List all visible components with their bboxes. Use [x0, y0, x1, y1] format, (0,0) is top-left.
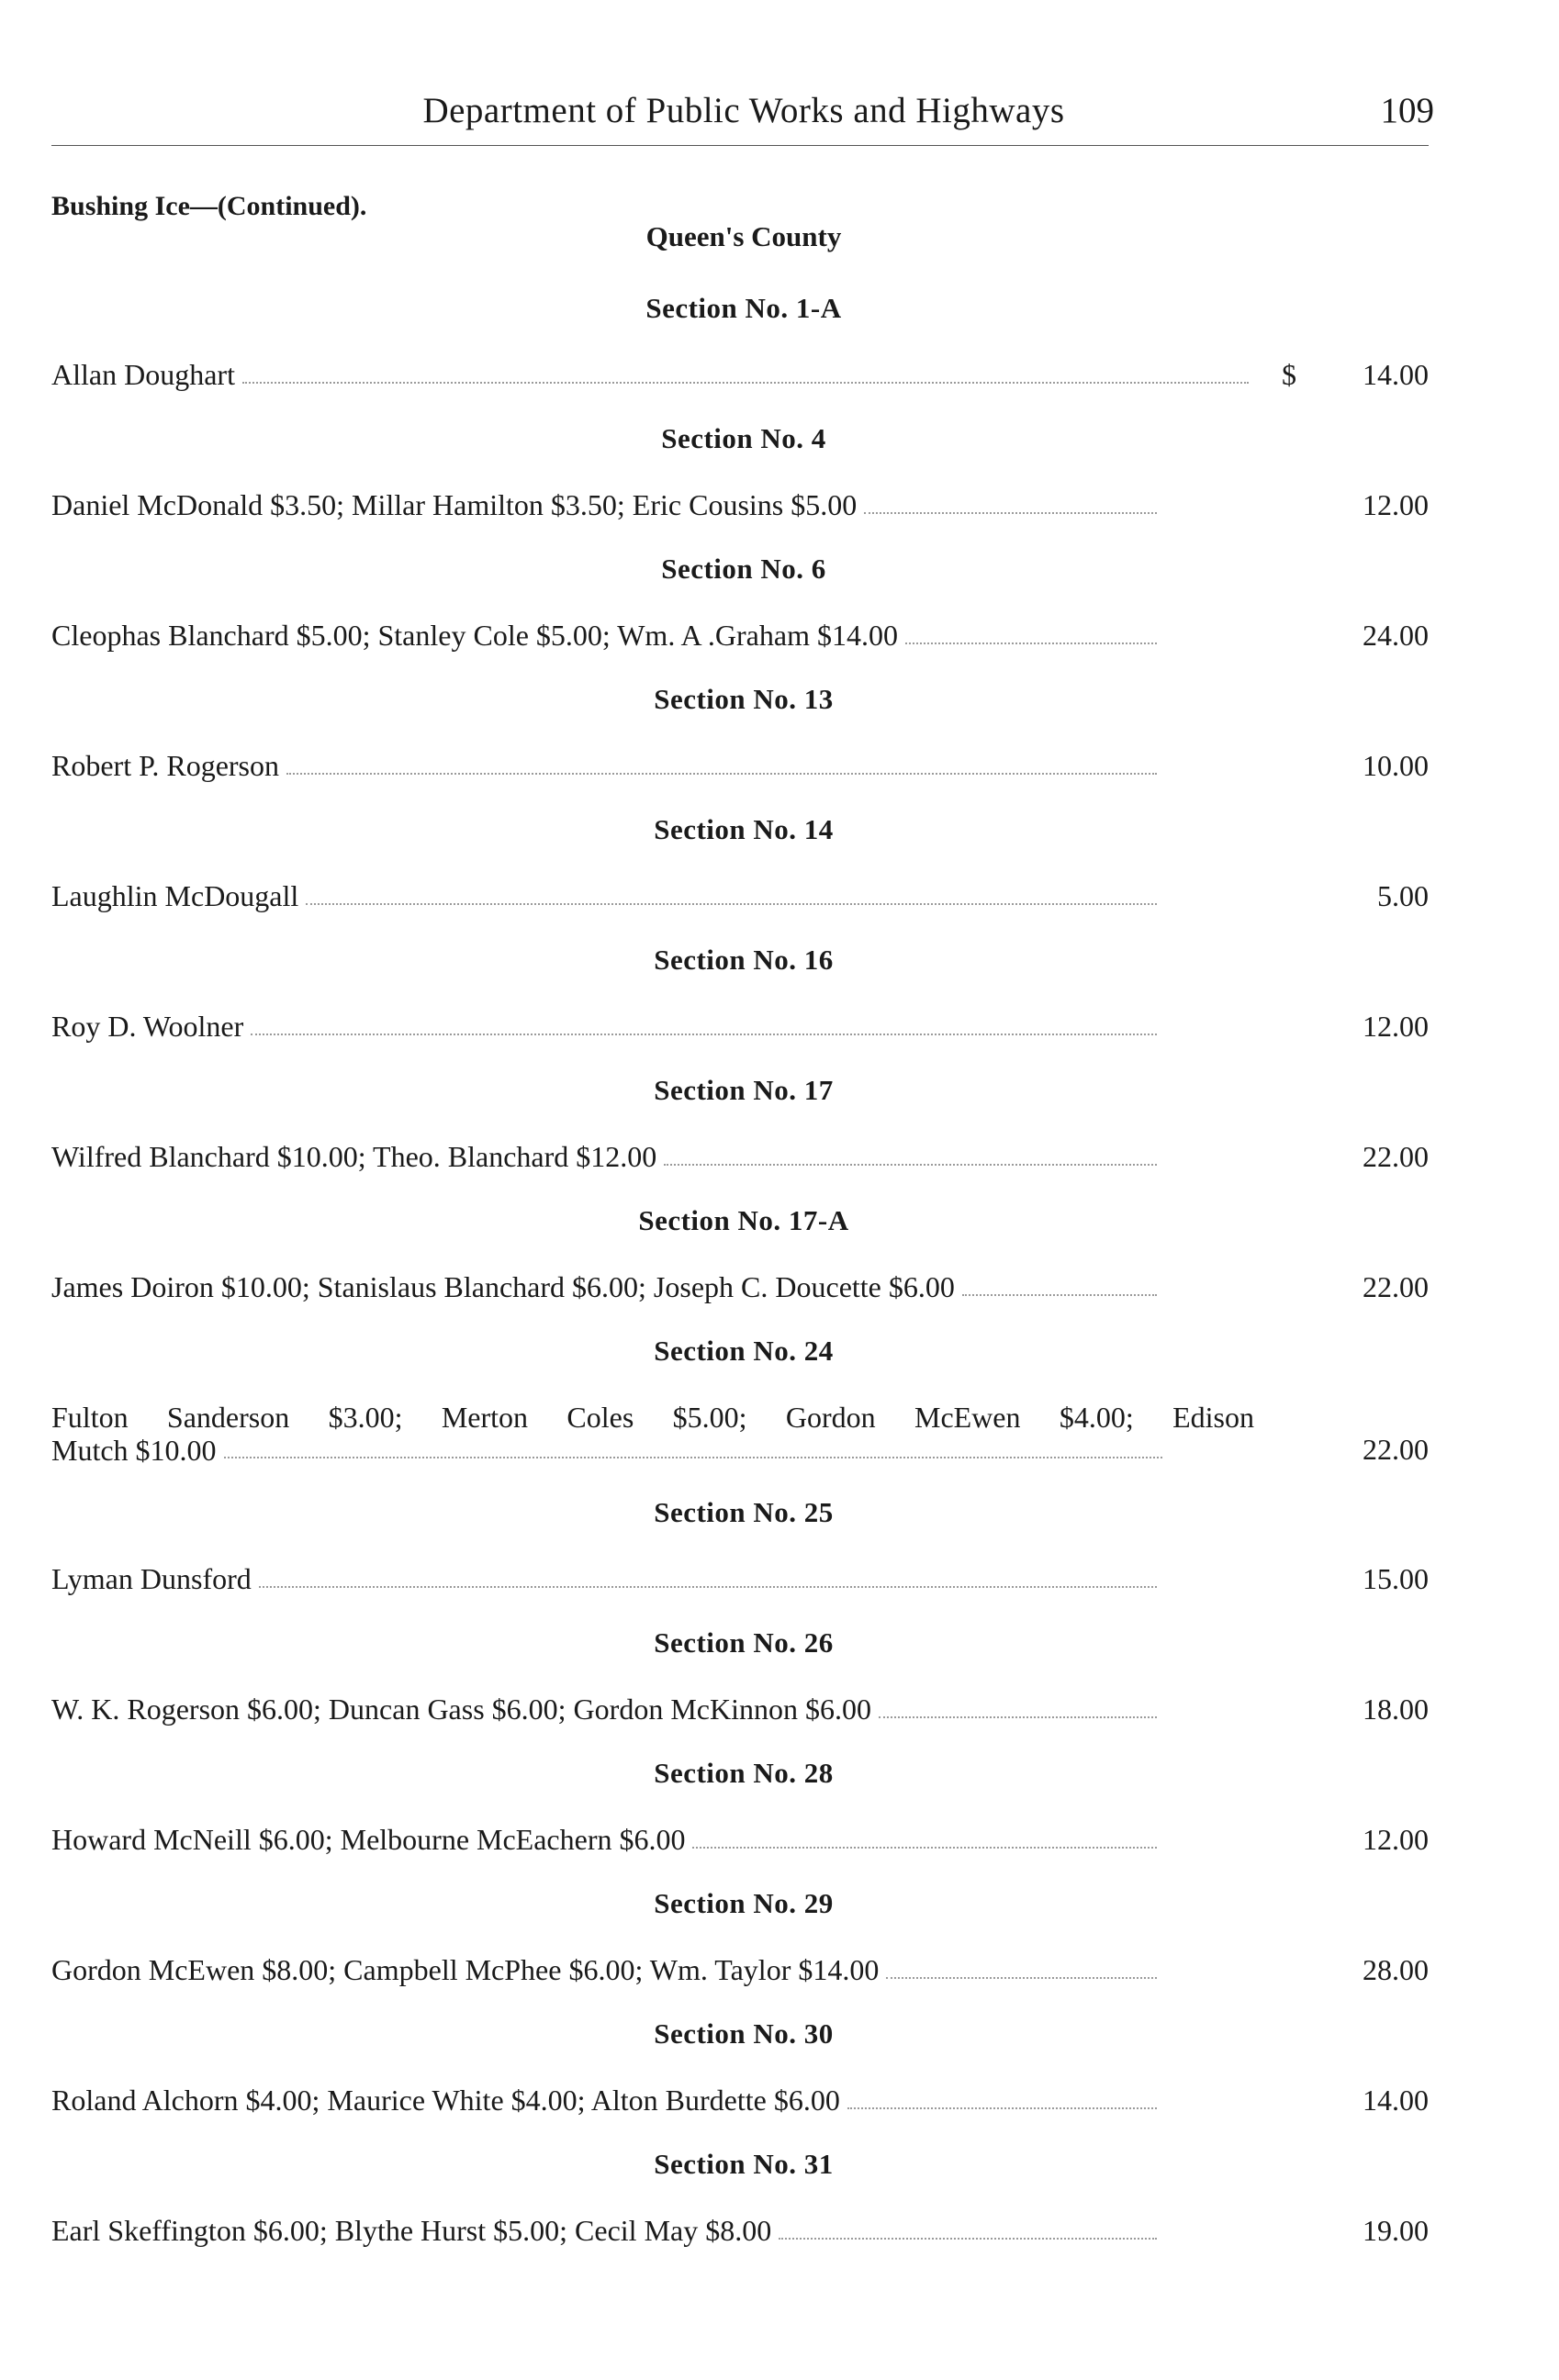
entry-row: [51, 1693, 1429, 1726]
section-heading: Section No. 17-A: [638, 1204, 849, 1236]
section-heading: Section No. 29: [654, 1887, 834, 1919]
section-heading: Section No. 13: [654, 683, 834, 715]
entry-amount: 22.00: [1363, 1433, 1429, 1466]
entry-text: Roy D. Woolner: [51, 1010, 244, 1043]
header-rule: [51, 145, 1429, 146]
entry-text: Roland Alchorn $4.00; Maurice White $4.00; Alton Burdette $6.00: [51, 2084, 840, 2117]
entry-text: Laughlin McDougall: [51, 879, 299, 912]
entry-text: Allan Doughart: [51, 358, 235, 391]
entry-text: Howard McNeill $6.00; Melbourne McEachern $6.00: [51, 1823, 686, 1856]
entry-amount: 15.00: [1363, 1562, 1429, 1595]
entry-amount: 22.00: [1363, 1140, 1429, 1173]
entry-text: James Doiron $10.00; Stanislaus Blanchard $6.00; Joseph C. Doucette $6.00: [51, 1270, 955, 1303]
entry-text: Fulton Sanderson $3.00; Merton Coles $5.00; Gordon McEwen $4.00; Edison: [51, 1401, 1254, 1434]
section-heading: Section No. 30: [654, 2017, 834, 2050]
dot-leader: [886, 1977, 1157, 1979]
entry-text: Cleophas Blanchard $5.00; Stanley Cole $5.00; Wm. A .Graham $14.00: [51, 619, 898, 652]
section-heading: Section No. 28: [654, 1757, 834, 1789]
entry-row: [51, 879, 1429, 913]
entry-amount: 22.00: [1363, 1270, 1429, 1303]
page-number: 109: [1380, 91, 1434, 130]
section-heading: Section No. 31: [654, 2148, 834, 2180]
running-header-title: Department of Public Works and Highways: [422, 91, 1065, 130]
dot-leader: [905, 642, 1157, 644]
entry-amount: 19.00: [1363, 2214, 1429, 2247]
dot-leader: [779, 2238, 1157, 2240]
entry-text: Wilfred Blanchard $10.00; Theo. Blanchard $12.00: [51, 1140, 657, 1173]
running-header: [0, 84, 1559, 140]
dot-leader: [864, 512, 1157, 514]
entry-amount: 14.00: [1363, 2084, 1429, 2117]
dot-leader: [962, 1294, 1157, 1296]
section-title: Bushing Ice—(Continued).: [51, 191, 367, 221]
entry-amount: 14.00: [1363, 358, 1429, 391]
section-heading: Section No. 6: [661, 553, 826, 585]
entry-text: W. K. Rogerson $6.00; Duncan Gass $6.00; Gordon McKinnon $6.00: [51, 1693, 871, 1726]
entry-amount: 18.00: [1363, 1693, 1429, 1726]
dot-leader: [251, 1034, 1157, 1035]
entry-row: [51, 1953, 1429, 1987]
entry-row: [51, 1823, 1429, 1857]
section-heading: Section No. 14: [654, 813, 834, 845]
entry-text: Lyman Dunsford: [51, 1562, 252, 1595]
entry-row: [51, 749, 1429, 783]
entry-row: [51, 1270, 1429, 1304]
entry-row: [51, 1401, 1429, 1467]
entry-text: Earl Skeffington $6.00; Blythe Hurst $5.00; Cecil May $8.00: [51, 2214, 772, 2247]
entry-text: Robert P. Rogerson: [51, 749, 279, 782]
entry-row: [51, 2084, 1429, 2117]
dot-leader: [286, 773, 1157, 775]
entry-amount: 24.00: [1363, 619, 1429, 652]
entry-row: [51, 358, 1429, 392]
dot-leader: [242, 382, 1249, 384]
dot-leader: [259, 1586, 1157, 1588]
section-heading: Section No. 17: [654, 1074, 834, 1106]
dot-leader: [692, 1847, 1157, 1849]
entry-text: Gordon McEwen $8.00; Campbell McPhee $6.00; Wm. Taylor $14.00: [51, 1953, 880, 1986]
entry-text: Daniel McDonald $3.50; Millar Hamilton $3.50; Eric Cousins $5.00: [51, 488, 858, 521]
entry-row: [51, 619, 1429, 653]
dollar-sign: $: [1282, 358, 1296, 391]
section-heading: Section No. 24: [654, 1335, 834, 1367]
entry-row: [51, 1140, 1429, 1174]
entry-amount: 12.00: [1363, 1823, 1429, 1856]
county-heading: Queen's County: [645, 220, 842, 252]
section-heading: Section No. 4: [661, 422, 826, 454]
entry-row: [51, 488, 1429, 522]
entry-amount: 28.00: [1363, 1953, 1429, 1986]
dot-leader: [224, 1457, 1162, 1458]
entry-amount: 10.00: [1363, 749, 1429, 782]
dot-leader: [306, 903, 1157, 905]
entry-row: [51, 1010, 1429, 1044]
section-heading: Section No. 25: [654, 1496, 834, 1528]
entry-row: [51, 2214, 1429, 2248]
entry-row: [51, 1562, 1429, 1596]
entry-amount: 5.00: [1377, 879, 1429, 912]
entry-amount: 12.00: [1363, 488, 1429, 521]
dot-leader: [879, 1716, 1157, 1718]
dot-leader: [847, 2107, 1157, 2109]
section-heading: Section No. 26: [654, 1626, 834, 1659]
section-heading: Section No. 1-A: [645, 292, 842, 324]
entry-text-continued: Mutch $10.00: [51, 1434, 217, 1467]
section-heading: Section No. 16: [654, 944, 834, 976]
dot-leader: [664, 1164, 1157, 1166]
entry-amount: 12.00: [1363, 1010, 1429, 1043]
